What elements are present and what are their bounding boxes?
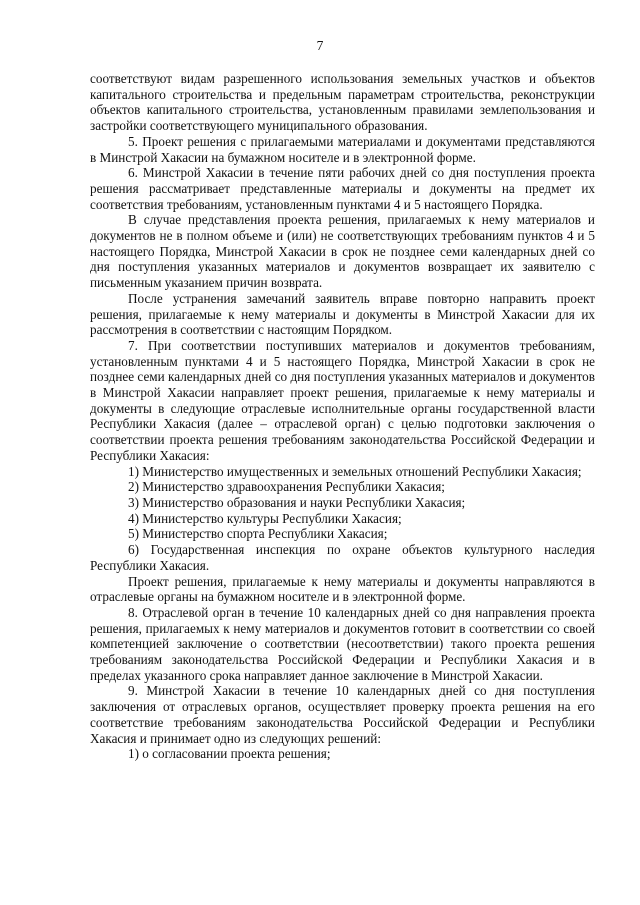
paragraph-delivery-form: Проект решения, прилагаемые к нему материалы и документы направляются в отраслевые органы на бумажном носителе и в электронной форме. [90, 573, 595, 605]
paragraph-return-case: В случае представления проекта решения, прилагаемых к нему материалов и документов не в полном объеме и (или) не соответствующих требованиям пунктов 4 и 5 настоящего Порядка, Минстрой Хакасии в срок не позднее семи календарных дней со дня поступления указанных материалов и документов возвращает их заявителю с письменным указанием причин возврата. [90, 212, 595, 291]
list-item-2: 2) Министерство здравоохранения Республики Хакасия; [128, 479, 445, 495]
list-item-3: 3) Министерство образования и науки Республики Хакасия; [128, 494, 466, 510]
list-item-4: 4) Министерство культуры Республики Хакасия; [128, 510, 402, 526]
document-body [90, 71, 595, 762]
paragraph-item-9: 9. Минстрой Хакасии в течение 10 календарных дней со дня поступления заключения от отраслевых органов, осуществляет проверку проекта решения на его соответствие требованиям законодательства Российской Федерации и Республики Хакасия и принимает одно из следующих решений: [90, 683, 595, 746]
list-item-5: 5) Министерство спорта Республики Хакасия; [128, 526, 388, 542]
paragraph-item-6: 6. Минстрой Хакасии в течение пяти рабочих дней со дня поступления проекта решения рассматривает представленные материалы и документы на предмет их соответствия требованиям, установленным пунктами 4 и 5 настоящего Порядка. [90, 165, 595, 212]
paragraph-resubmission: После устранения замечаний заявитель вправе повторно направить проект решения, прилагаемые к нему материалы и документы в Минстрой Хакасии для их рассмотрения в соответствии с настоящим Порядком. [90, 290, 595, 338]
paragraph-item-8: 8. Отраслевой орган в течение 10 календарных дней со дня направления проекта решения, прилагаемых к нему материалов и документов готовит в соответствии со своей компетенцией заключение о соответствии (несоответствии) такого проекта решения требованиям законодательства Российской Федерации и Республики Хакасия и в пределах указанного срока направляет данное заключение в Минстрой Хакасии. [90, 604, 595, 683]
paragraph-item-7: 7. При соответствии поступивших материалов и документов требованиям, установленным пунктами 4 и 5 настоящего Порядка, Минстрой Хакасии в срок не позднее семи календарных дней со дня поступления указанных материалов и документов в Минстрой Хакасии направляет проект решения, прилагаемые к нему материалы и документы в следующие отраслевые исполнительные органы государственной власти Республики Хакасия (далее – отраслевой орган) с целью подготовки заключения о соответствии проекта решения требованиям законодательства Российской Федерации и Республики Хакасия: [90, 337, 595, 463]
decision-item-1: 1) о согласовании проекта решения; [128, 746, 331, 762]
page-number: 7 [316, 38, 324, 53]
paragraph-continuation: соответствуют видам разрешенного использования земельных участков и объектов капитального строительства и предельным параметрам строительства, реконструкции объектов капитального строительства, установленным правилами землепользования и застройки соответствующего муниципального образования. [90, 71, 595, 134]
paragraph-item-5: 5. Проект решения с прилагаемыми материалами и документами представляются в Минстрой Хакасии на бумажном носителе и в электронной форме. [90, 133, 595, 165]
list-item-1: 1) Министерство имущественных и земельных отношений Республики Хакасия; [128, 463, 582, 479]
list-item-6: 6) Государственная инспекция по охране объектов культурного наследия Республики Хакасия. [90, 542, 595, 573]
